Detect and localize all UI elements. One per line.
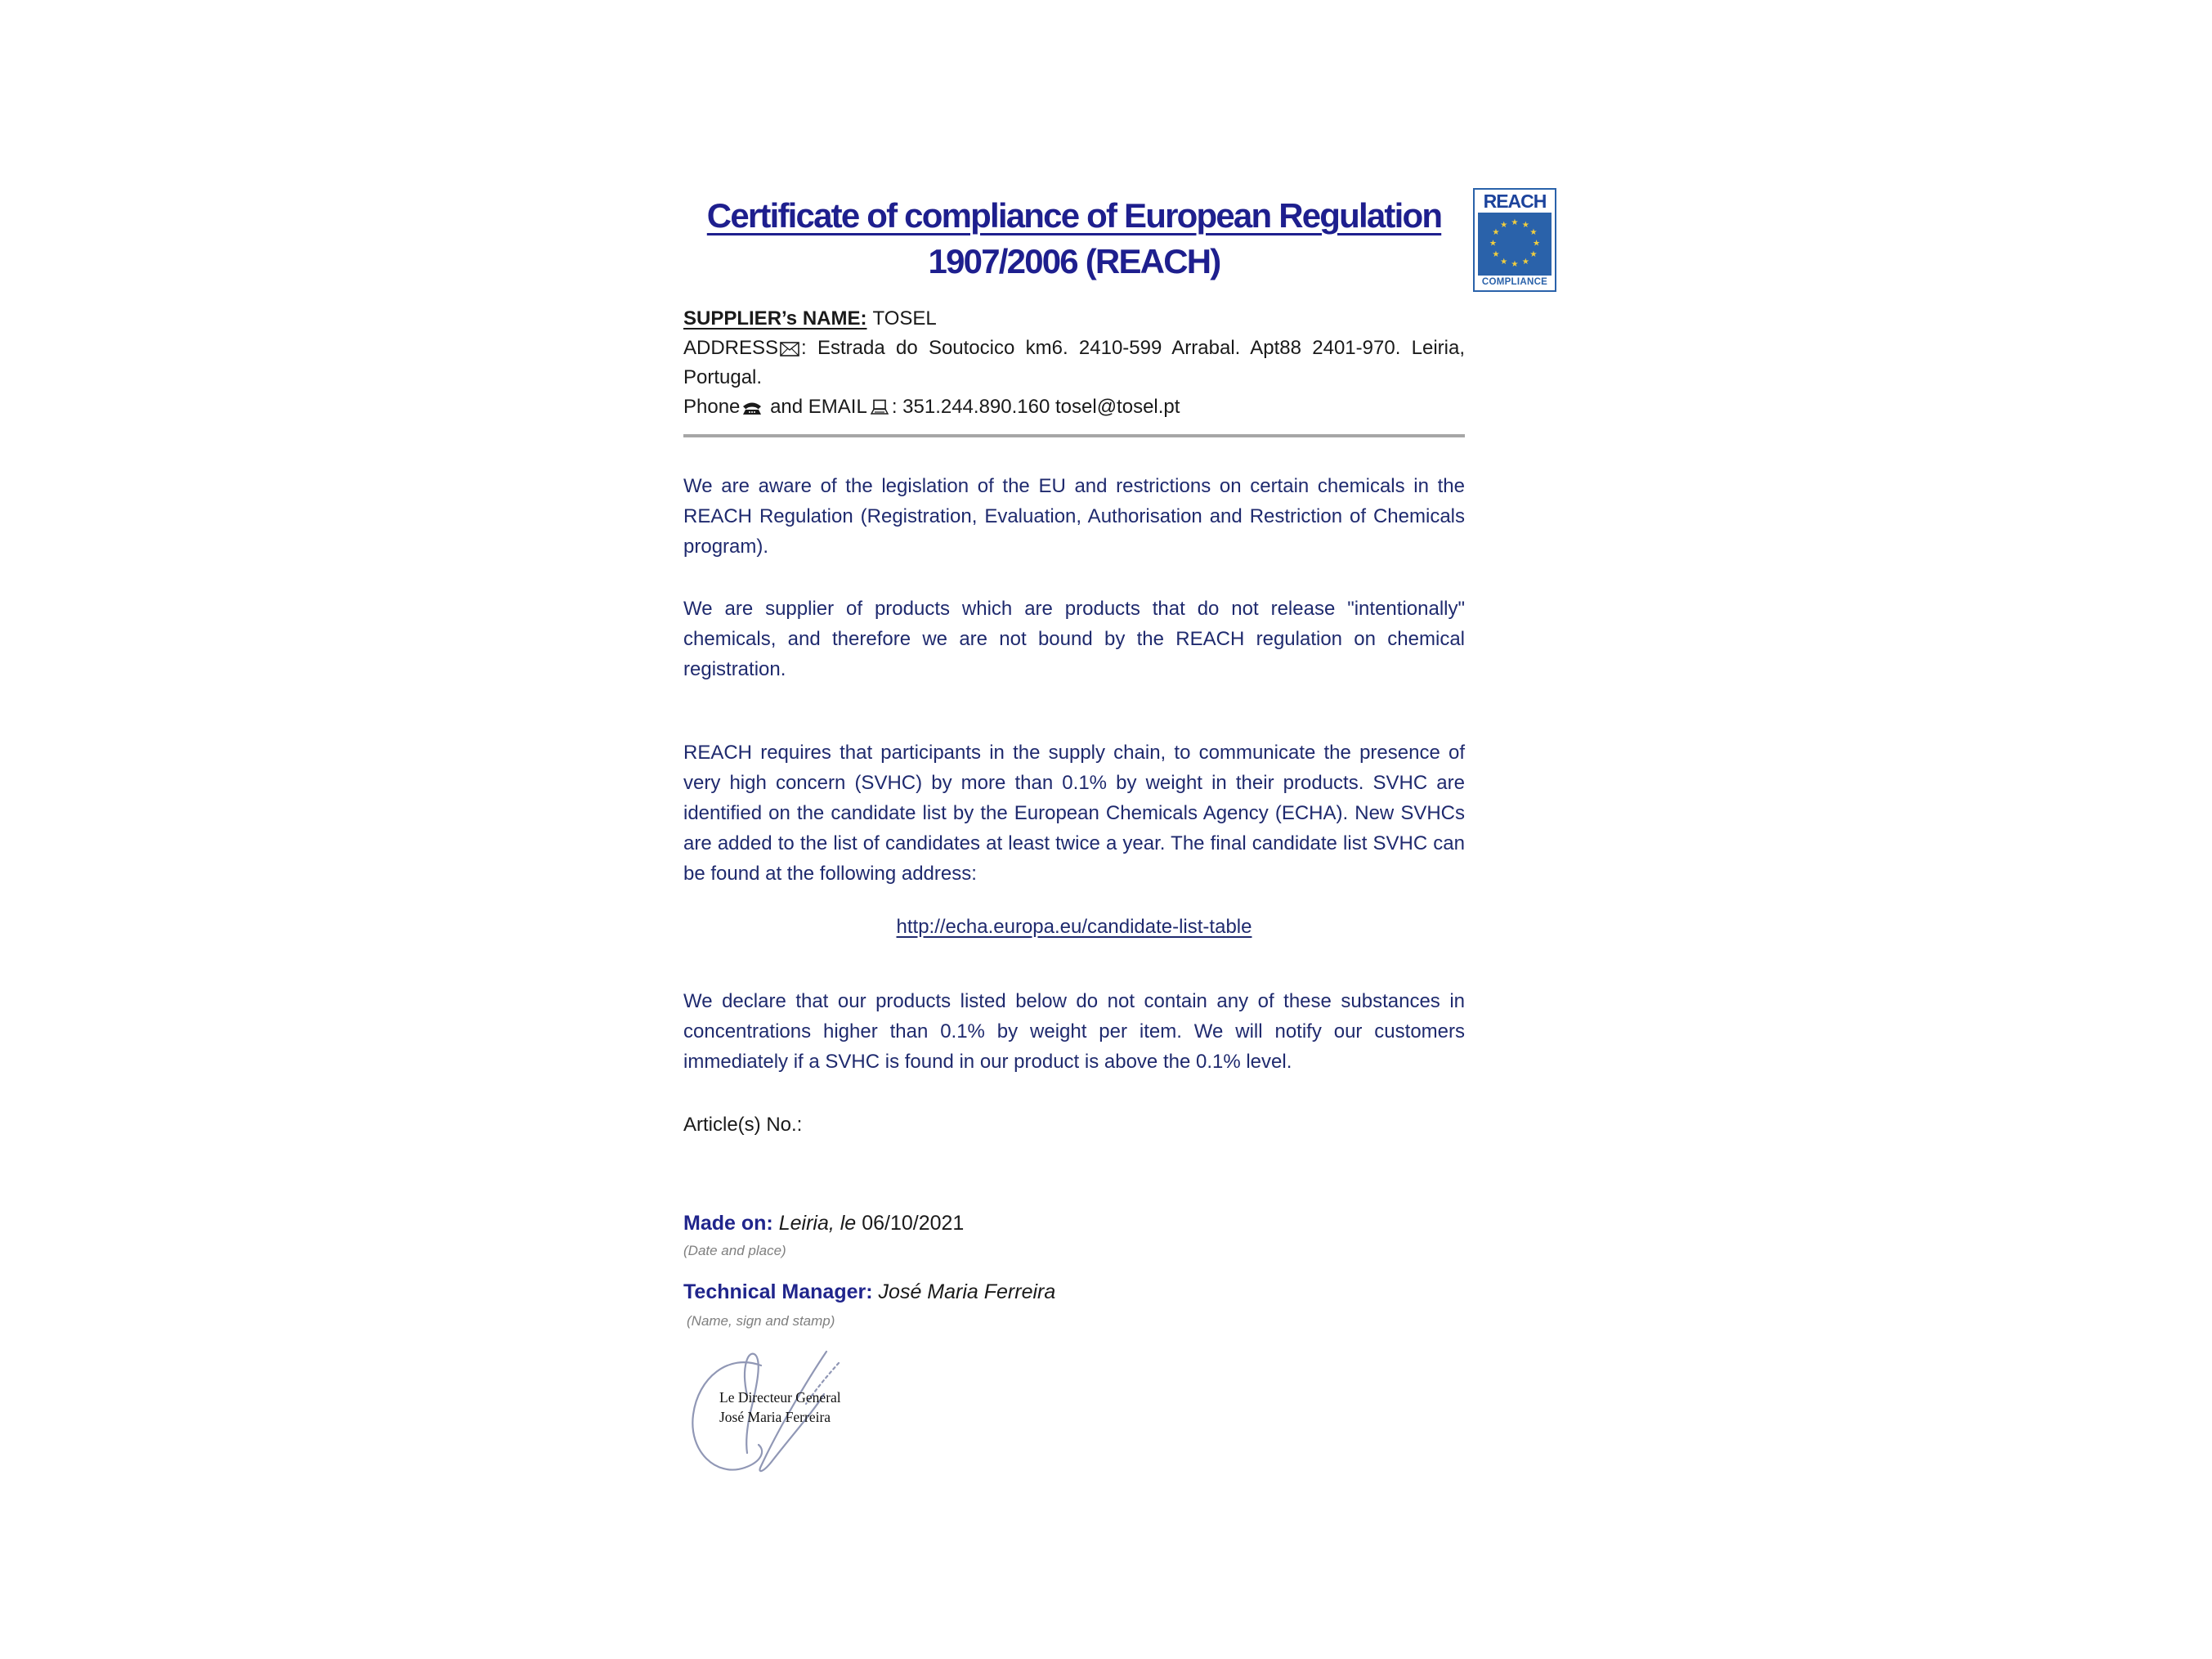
articles-number-label: Article(s) No.: <box>683 1114 803 1136</box>
manager-label: Technical Manager: <box>683 1280 873 1303</box>
signature-title: Le Directeur General <box>719 1389 841 1406</box>
supplier-contact-line <box>683 392 1465 422</box>
contact-value: : 351.244.890.160 tosel@tosel.pt <box>891 396 1180 418</box>
horizontal-divider <box>683 434 1465 437</box>
reach-logo-title: REACH <box>1483 191 1547 212</box>
candidate-list-link-line <box>683 916 1465 939</box>
svg-text:★: ★ <box>1521 221 1529 231</box>
supplier-name-value: TOSEL <box>872 307 937 330</box>
reach-logo-subtitle: COMPLIANCE <box>1481 277 1548 287</box>
page-title-line1: Certificate of compliance of European Regulation <box>706 196 1442 235</box>
supplier-name-label: SUPPLIER’s NAME: <box>683 307 867 330</box>
signature-area <box>683 1345 929 1521</box>
svg-text:★: ★ <box>1533 239 1541 249</box>
email-conjunction: and EMAIL <box>764 396 867 418</box>
svg-text:★: ★ <box>1492 228 1500 238</box>
manager-name: José Maria Ferreira <box>878 1280 1056 1303</box>
phone-label: Phone <box>683 396 741 418</box>
svg-text:★: ★ <box>1492 249 1500 259</box>
computer-icon <box>869 399 890 415</box>
paragraph-supplier-statement: We are supplier of products which are products that do not release "intentionally" chemicals, and therefore we are not bound by the REACH regulation on chemical registration. <box>683 598 1465 680</box>
signature-stamp-text <box>719 1388 841 1427</box>
eu-stars-icon <box>1478 213 1552 276</box>
eu-flag <box>1478 213 1552 276</box>
page-title <box>683 193 1465 285</box>
signature-name: José Maria Ferreira <box>719 1409 831 1425</box>
date-place-note: (Date and place) <box>683 1243 786 1258</box>
supplier-address-line <box>683 334 1465 392</box>
address-label: ADDRESS <box>683 337 779 359</box>
made-on-place: Leiria, le <box>778 1212 857 1235</box>
technical-manager-line <box>683 1280 1465 1304</box>
svg-text:★: ★ <box>1529 228 1538 238</box>
name-sign-stamp-note: (Name, sign and stamp) <box>687 1313 835 1329</box>
document-page <box>683 0 1465 1659</box>
svg-text:★: ★ <box>1511 217 1519 227</box>
candidate-list-link[interactable]: http://echa.europa.eu/candidate-list-table <box>896 916 1252 938</box>
envelope-icon <box>780 342 799 356</box>
svg-text:★: ★ <box>1521 258 1529 267</box>
supplier-name-line <box>683 304 1465 334</box>
page-title-line2: 1907/2006 (REACH) <box>928 242 1220 280</box>
svg-text:★: ★ <box>1511 260 1519 270</box>
svg-text:★: ★ <box>1500 258 1508 267</box>
handwritten-signature-icon <box>683 1345 929 1521</box>
reach-compliance-logo <box>1473 188 1556 292</box>
paragraph-declaration: We declare that our products listed below do not contain any of these substances in concentrations higher than 0.1% by weight per item. We will notify our customers immediately if a SVHC is found in our product is above the 0.1% level. <box>683 990 1465 1073</box>
paragraph-svhc-info: REACH requires that participants in the supply chain, to communicate the presence of very high concern (SVHC) by more than 0.1% by weight in their products. SVHC are identified on the candidate list by the European Chemicals Agency (ECHA). New SVHCs are added to the list of candidates at least twice a year. The final candidate list SVHC can be found at the following address: <box>683 742 1465 885</box>
svg-text:★: ★ <box>1500 221 1508 231</box>
svg-text:★: ★ <box>1529 249 1538 259</box>
paragraph-awareness: We are aware of the legislation of the EU and restrictions on certain chemicals in the REACH Regulation (Registration, Evaluation, Authorisation and Restriction of Chemicals program). <box>683 475 1465 558</box>
svg-text:★: ★ <box>1489 239 1497 249</box>
supplier-block <box>683 304 1465 422</box>
address-value: : Estrada do Soutocico km6. 2410-599 Arrabal. Apt88 2401-970. Leiria, Portugal. <box>683 337 1465 388</box>
made-on-label: Made on: <box>683 1212 773 1235</box>
phone-icon <box>741 399 763 415</box>
made-on-line <box>683 1212 1465 1235</box>
made-on-date: 06/10/2021 <box>862 1212 965 1235</box>
